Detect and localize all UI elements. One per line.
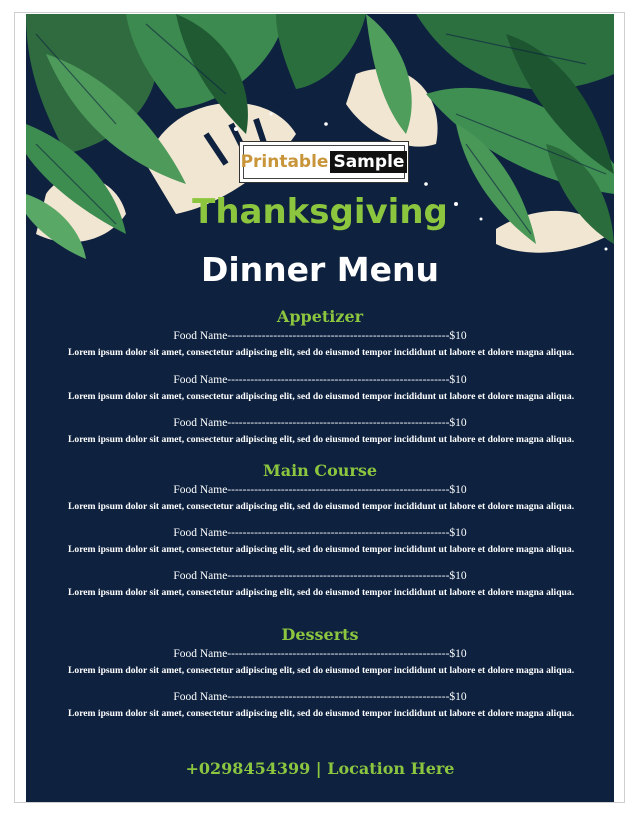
leader-dashes: ---------------------------------------------------------- (227, 417, 450, 429)
section-title-desserts: Desserts (281, 625, 359, 644)
menu-background (26, 14, 614, 802)
menu-item-line (26, 374, 614, 386)
menu-item-line (26, 330, 614, 342)
food-price: $10 (449, 527, 467, 539)
food-price: $10 (449, 691, 467, 703)
leader-dashes: ---------------------------------------------------------- (227, 570, 450, 582)
food-name: Food Name (173, 527, 228, 539)
food-name: Food Name (173, 417, 228, 429)
leader-dashes: ---------------------------------------------------------- (227, 330, 450, 342)
food-description: Lorem ipsum dolor sit amet, consectetur adipiscing elit, sed do eiusmod tempor incididunt ut labore et dolore magna aliqua. (68, 708, 575, 719)
food-description: Lorem ipsum dolor sit amet, consectetur adipiscing elit, sed do eiusmod tempor incididunt ut labore et dolore magna aliqua. (68, 434, 575, 445)
food-description: Lorem ipsum dolor sit amet, consectetur adipiscing elit, sed do eiusmod tempor incididunt ut labore et dolore magna aliqua. (68, 587, 575, 598)
food-price: $10 (449, 484, 467, 496)
logo-text-printable: Printable (240, 152, 329, 172)
food-price: $10 (449, 330, 467, 342)
leader-dashes: ---------------------------------------------------------- (227, 691, 450, 703)
food-name: Food Name (173, 330, 228, 342)
section-title-appetizer: Appetizer (276, 307, 364, 326)
food-name: Food Name (173, 648, 228, 660)
printable-sample-logo (239, 141, 409, 183)
food-price: $10 (449, 417, 467, 429)
logo-text-sample: Sample (330, 151, 407, 173)
food-description: Lorem ipsum dolor sit amet, consectetur adipiscing elit, sed do eiusmod tempor incididunt ut labore et dolore magna aliqua. (68, 347, 575, 358)
food-description: Lorem ipsum dolor sit amet, consectetur adipiscing elit, sed do eiusmod tempor incididunt ut labore et dolore magna aliqua. (68, 665, 575, 676)
food-price: $10 (449, 570, 467, 582)
food-name: Food Name (173, 484, 228, 496)
menu-item-line (26, 570, 614, 582)
food-name: Food Name (173, 570, 228, 582)
title-dinner-menu: Dinner Menu (200, 250, 440, 289)
section-title-main-course: Main Course (262, 461, 377, 480)
food-price: $10 (449, 374, 467, 386)
menu-item-line (26, 484, 614, 496)
food-description: Lorem ipsum dolor sit amet, consectetur adipiscing elit, sed do eiusmod tempor incididunt ut labore et dolore magna aliqua. (68, 501, 575, 512)
food-name: Food Name (173, 374, 228, 386)
menu-item-line (26, 691, 614, 703)
food-name: Food Name (173, 691, 228, 703)
title-thanksgiving: Thanksgiving (192, 192, 448, 232)
leader-dashes: ---------------------------------------------------------- (227, 484, 450, 496)
contact-footer: +0298454399 | Location Here (185, 759, 455, 778)
menu-item-line (26, 417, 614, 429)
food-price: $10 (449, 648, 467, 660)
food-description: Lorem ipsum dolor sit amet, consectetur adipiscing elit, sed do eiusmod tempor incididunt ut labore et dolore magna aliqua. (68, 391, 575, 402)
leader-dashes: ---------------------------------------------------------- (227, 648, 450, 660)
leader-dashes: ---------------------------------------------------------- (227, 527, 450, 539)
food-description: Lorem ipsum dolor sit amet, consectetur adipiscing elit, sed do eiusmod tempor incididunt ut labore et dolore magna aliqua. (68, 544, 575, 555)
menu-item-line (26, 648, 614, 660)
menu-item-line (26, 527, 614, 539)
leader-dashes: ---------------------------------------------------------- (227, 374, 450, 386)
